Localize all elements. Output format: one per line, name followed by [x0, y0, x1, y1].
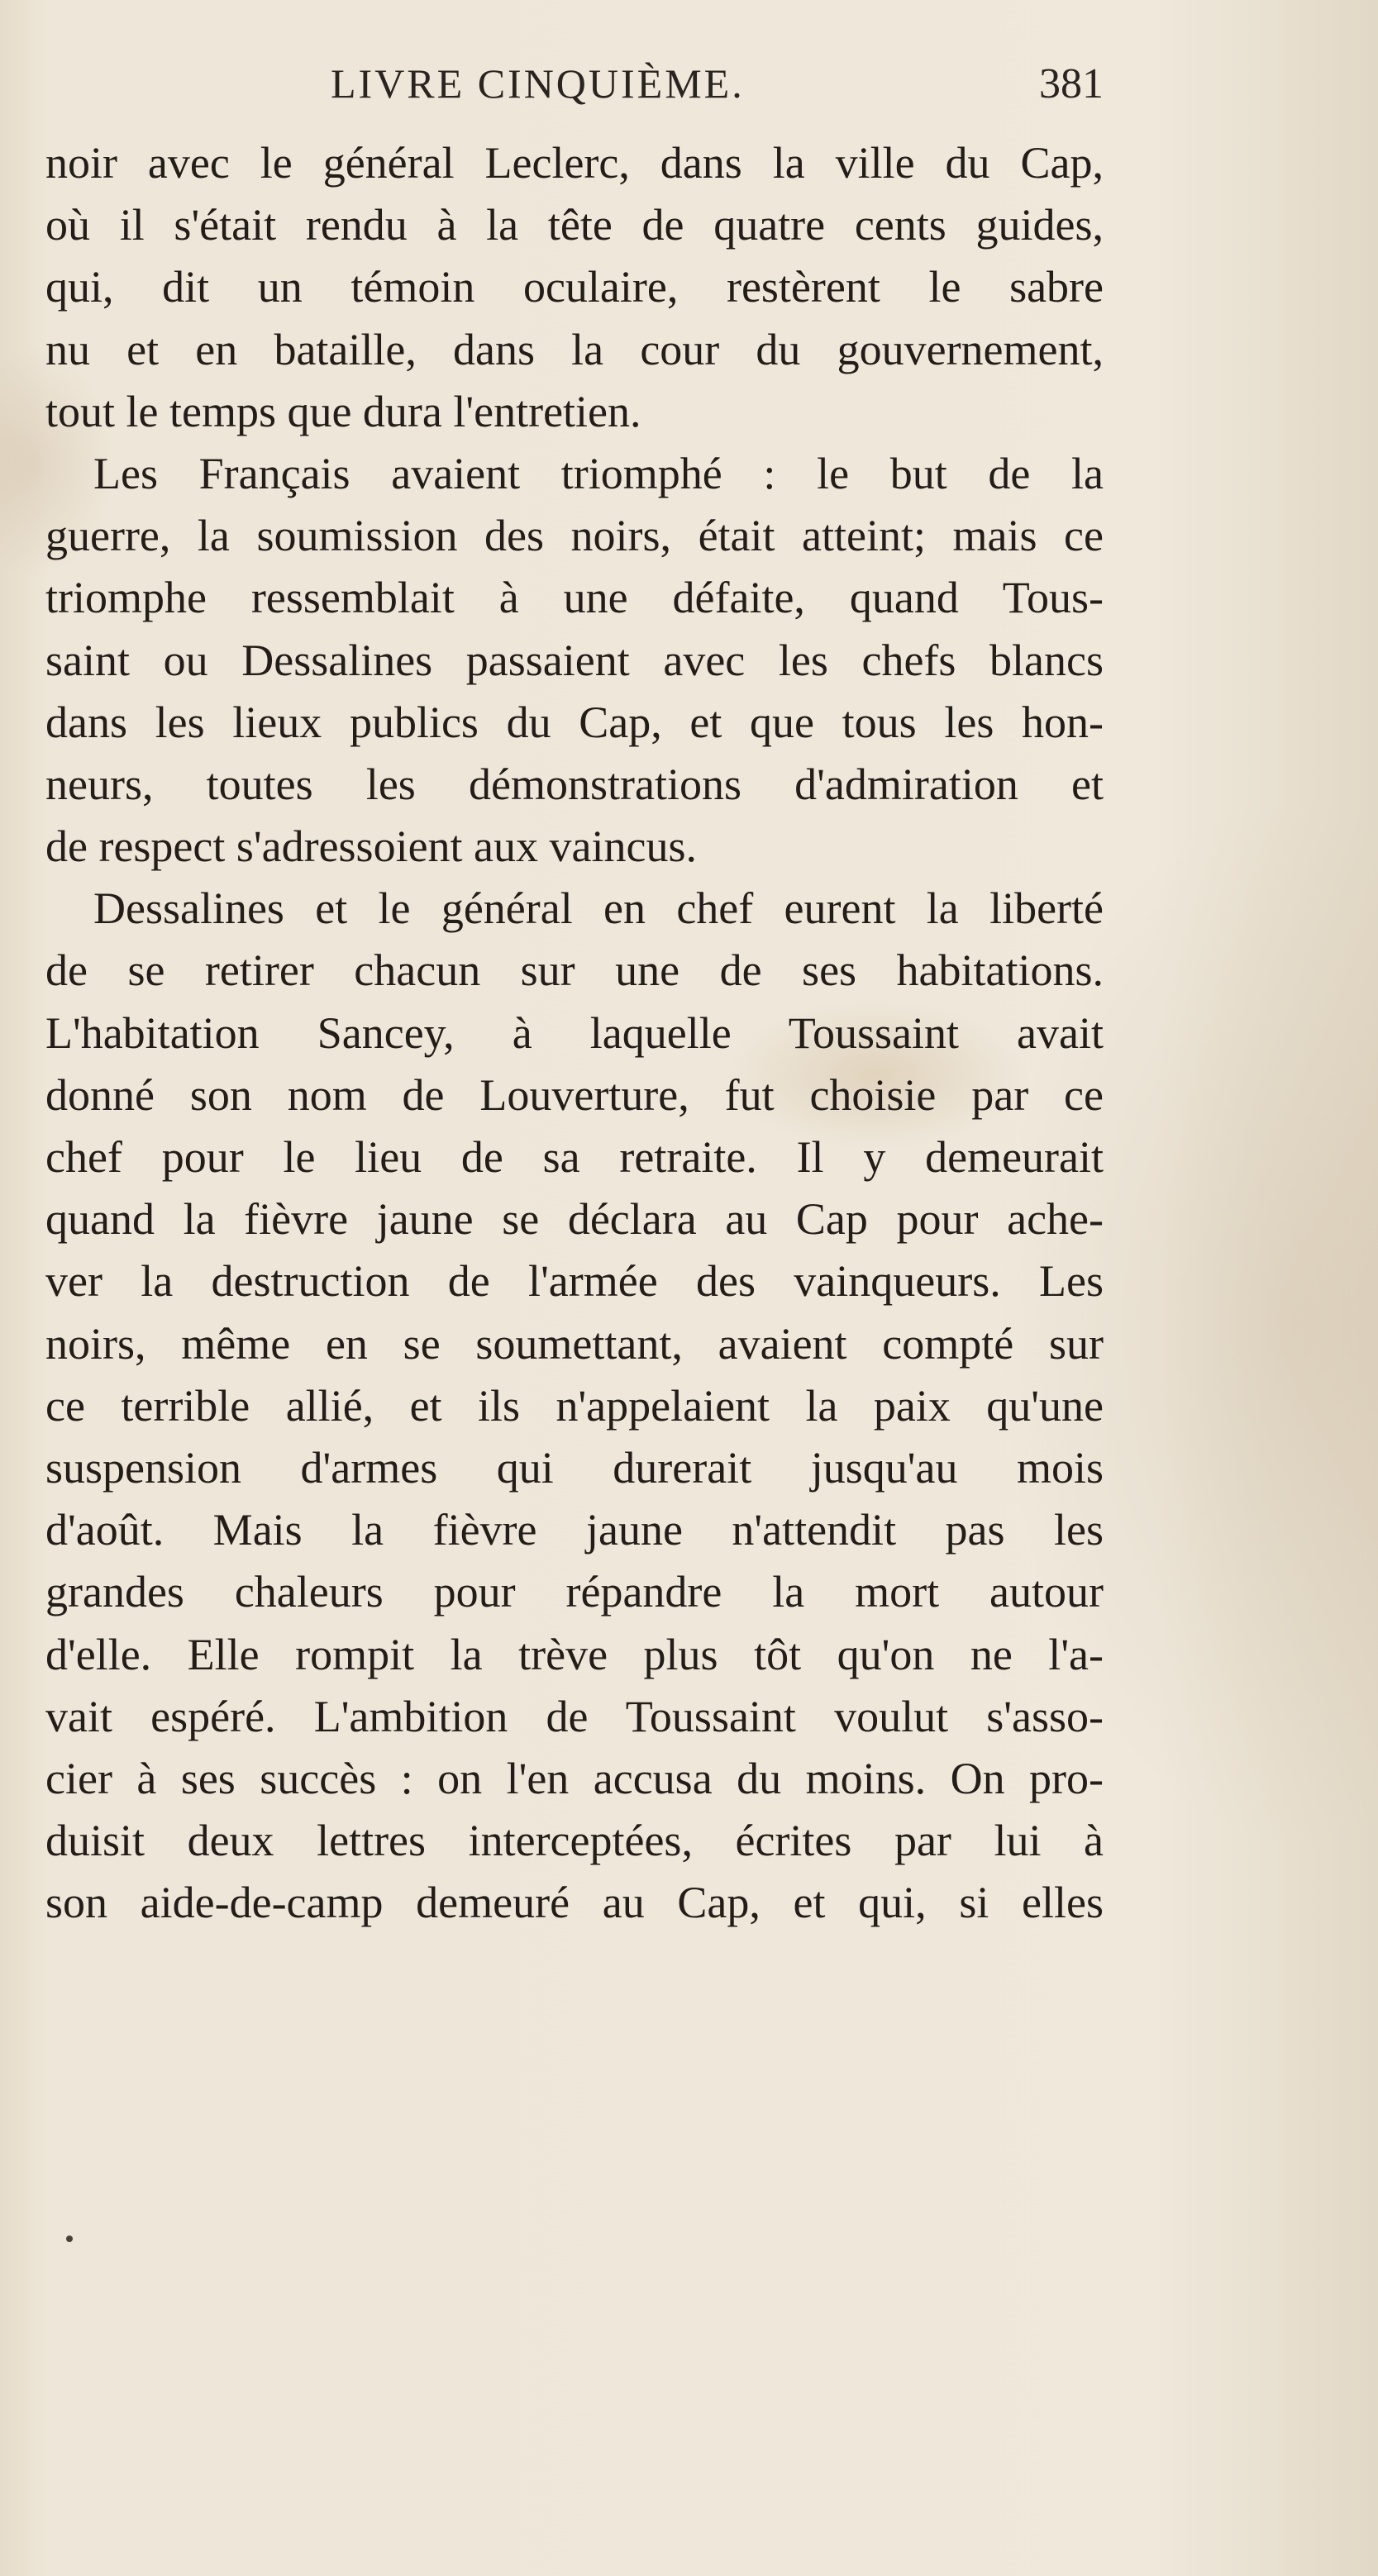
text-line: noir avec le général Leclerc, dans la ville du Cap,	[45, 138, 1104, 188]
text-line: cier à ses succès : on l'en accusa du moins. On pro-	[45, 1753, 1104, 1803]
page-number: 381	[1039, 60, 1104, 107]
text-line: duisit deux lettres interceptées, écrites par lui à	[45, 1816, 1104, 1866]
text-line: vait espéré. L'ambition de Toussaint voulut s'asso-	[45, 1691, 1104, 1741]
text-line: son aide-de-camp demeuré au Cap, et qui, si elles	[45, 1878, 1104, 1928]
text-line: de respect s'adressoient aux vaincus.	[45, 821, 697, 872]
text-line: L'habitation Sancey, à laquelle Toussaint avait	[45, 1007, 1104, 1058]
body-text	[45, 132, 1104, 1934]
paper-speck	[66, 2236, 73, 2242]
text-line: chef pour le lieu de sa retraite. Il y demeurait	[45, 1132, 1104, 1182]
text-line: d'août. Mais la fièvre jaune n'attendit pas les	[45, 1505, 1104, 1555]
text-line: noirs, même en se soumettant, avaient compté sur	[45, 1318, 1104, 1369]
text-line: ver la destruction de l'armée des vainqueurs. Les	[45, 1256, 1104, 1307]
text-line: neurs, toutes les démonstrations d'admiration et	[45, 759, 1104, 809]
text-line: qui, dit un témoin oculaire, restèrent le sabre	[45, 262, 1104, 312]
text-line: Dessalines et le général en chef eurent la liberté	[93, 883, 1104, 934]
text-line: nu et en bataille, dans la cour du gouvernement,	[45, 324, 1104, 374]
running-title: LIVRE CINQUIÈME.	[331, 60, 745, 107]
text-line: triomphe ressemblait à une défaite, quand Tous-	[45, 573, 1104, 623]
running-head	[45, 60, 1104, 134]
text-line: tout le temps que dura l'entretien.	[45, 386, 641, 436]
text-line: suspension d'armes qui durerait jusqu'au mois	[45, 1442, 1104, 1493]
text-line: ce terrible allié, et ils n'appelaient la paix qu'une	[45, 1380, 1104, 1431]
text-line: de se retirer chacun sur une de ses habitations.	[45, 945, 1104, 996]
text-line: guerre, la soumission des noirs, était atteint; mais ce	[45, 511, 1104, 561]
text-line: grandes chaleurs pour répandre la mort autour	[45, 1567, 1104, 1617]
text-line: où il s'était rendu à la tête de quatre cents guides,	[45, 200, 1104, 250]
paragraph	[45, 132, 1104, 443]
paragraph	[45, 878, 1104, 1934]
text-line: saint ou Dessalines passaient avec les chefs blancs	[45, 635, 1104, 685]
text-line: donné son nom de Louverture, fut choisie par ce	[45, 1069, 1104, 1120]
text-line: Les Français avaient triomphé : le but de la	[93, 448, 1104, 498]
paragraph	[45, 443, 1104, 878]
text-line: quand la fièvre jaune se déclara au Cap pour ache-	[45, 1194, 1104, 1245]
text-line: dans les lieux publics du Cap, et que tous les hon-	[45, 697, 1104, 747]
text-line: d'elle. Elle rompit la trève plus tôt qu'on ne l'a-	[45, 1629, 1104, 1679]
